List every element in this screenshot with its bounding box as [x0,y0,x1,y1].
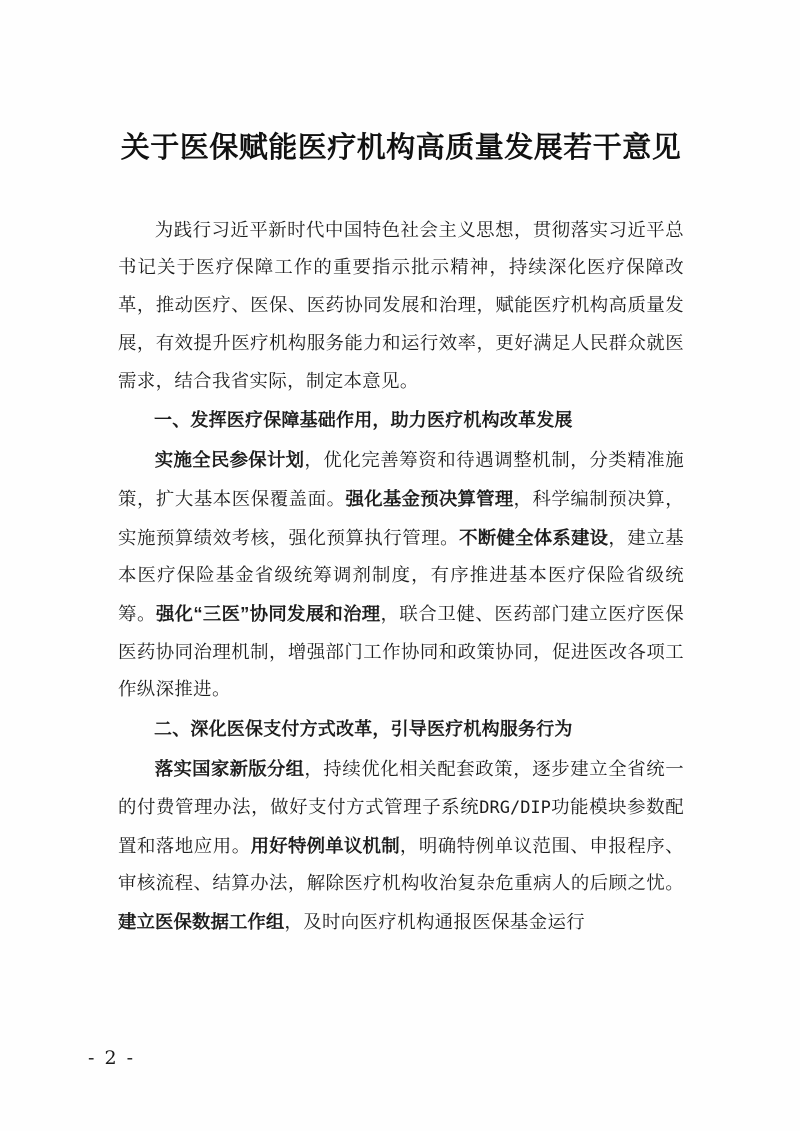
paragraph-section-1: 实施全民参保计划，优化完善筹资和待遇调整机制，分类精准施策，扩大基本医保覆盖面。强化基金预决算管理，科学编制预决算，实施预算绩效考核，强化预算执行管理。不断健全体系建设，建立基本医疗保险基金省级统筹调剂制度，有序推进基本医疗保险省级统筹。强化“三医”协同发展和治理，联合卫健、医药部门建立医疗医保医药协同治理机制，增强部门工作协同和政策协同，促进医改各项工作纵深推进。 [118,449,684,701]
page-number: - 2 - [88,1047,136,1069]
document-content [118,130,684,944]
page-title: 关于医保赋能医疗机构高质量发展若干意见 [120,132,682,164]
section-heading-1: 一、发挥医疗保障基础作用，助力医疗机构改革发展 [154,410,573,431]
paragraph-section-2: 落实国家新版分组，持续优化相关配套政策，逐步建立全省统一的付费管理办法，做好支付方式管理子系统DRG/DIP功能模块参数配置和落地应用。用好特例单议机制，明确特例单议范围、申报程序、审核流程、结算办法，解除医疗机构收治复杂危重病人的后顾之忧。建立医保数据工作组，及时向医疗机构通报医保基金运行 [118,758,684,933]
paragraph-intro: 为践行习近平新时代中国特色社会主义思想，贯彻落实习近平总书记关于医疗保障工作的重要指示批示精神，持续深化医疗保障改革，推动医疗、医保、医药协同发展和治理，赋能医疗机构高质量发展，有效提升医疗机构服务能力和运行效率，更好满足人民群众就医需求，结合我省实际，制定本意见。 [118,219,684,392]
section-heading-2: 二、深化医保支付方式改革，引导医疗机构服务行为 [154,719,573,740]
